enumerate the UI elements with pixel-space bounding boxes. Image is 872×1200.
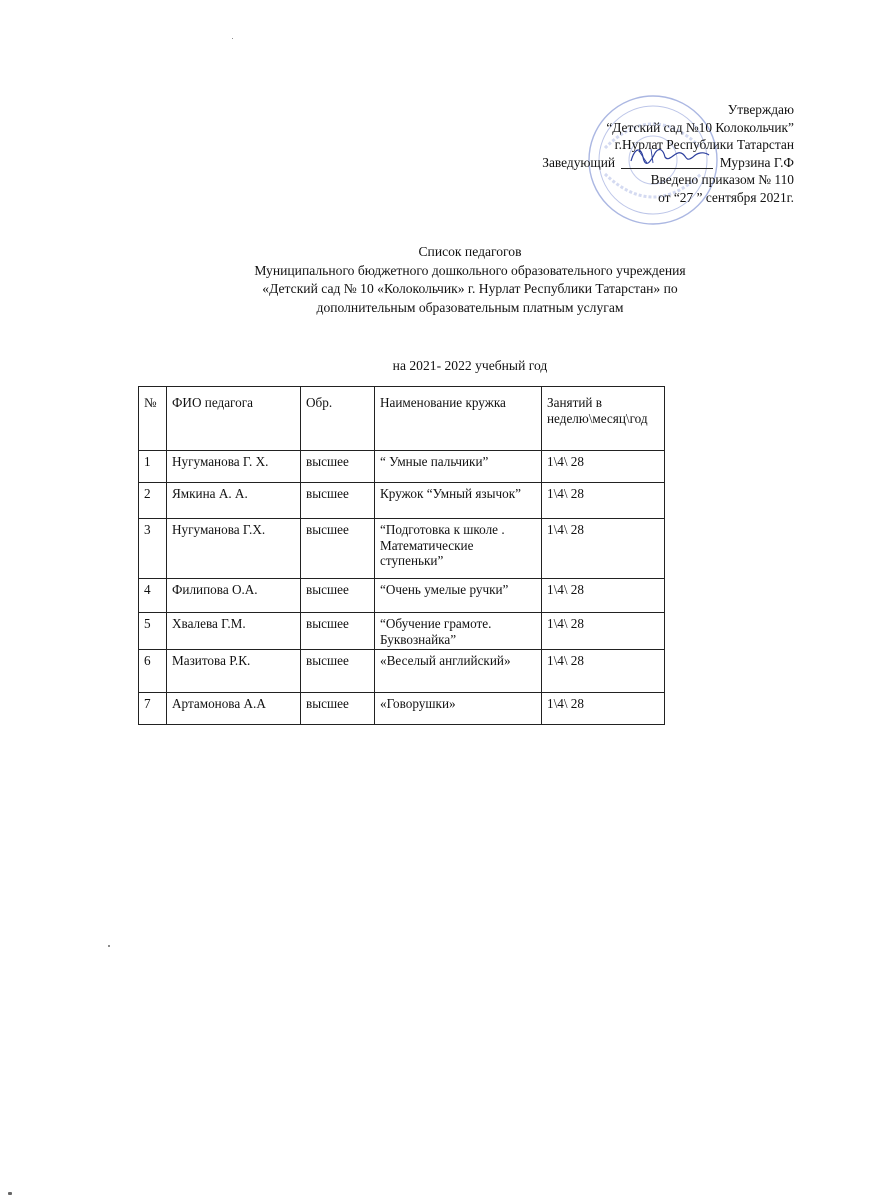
cell-number: 5 [139,613,167,650]
document-title [160,243,780,317]
academic-year: на 2021- 2022 учебный год [392,358,548,373]
cell-teacher-name: Филипова О.А. [167,579,301,613]
table-row [139,650,665,693]
cell-sessions: 1\4\ 28 [542,650,665,693]
table-header-row [139,387,665,451]
cell-teacher-name: Ямкина А. А. [167,483,301,519]
head-name: Мурзина Г.Ф [719,154,794,170]
header-sessions: Занятий в неделю\месяц\год [542,387,665,451]
cell-club-name: Кружок “Умный язычок” [375,483,542,519]
approval-order: Введено приказом № 110 [650,172,794,188]
header-teacher-name: ФИО педагога [167,387,301,451]
cell-sessions: 1\4\ 28 [542,451,665,483]
cell-club-name: «Говорушки» [375,693,542,725]
cell-number: 2 [139,483,167,519]
cell-club-name: “Очень умелые ручки” [375,579,542,613]
head-label: Заведующий [542,154,616,170]
cell-sessions: 1\4\ 28 [542,579,665,613]
cell-number: 7 [139,693,167,725]
signature-scribble [625,143,711,169]
cell-number: 3 [139,519,167,579]
scan-speck [232,38,233,39]
cell-teacher-name: Хвалева Г.М. [167,613,301,650]
cell-teacher-name: Мазитова Р.К. [167,650,301,693]
cell-education: высшее [301,483,375,519]
title-line-3: «Детский сад № 10 «Колокольчик» г. Нурлат Республики Татарстан» по [262,281,678,296]
cell-teacher-name: Нугуманова Г. Х. [167,451,301,483]
approval-city: г.Нурлат Республики Татарстан [614,137,794,153]
cell-sessions: 1\4\ 28 [542,519,665,579]
table-row [139,483,665,519]
approval-date: от “27 ” сентября 2021г. [658,189,794,205]
title-line-2: Муниципального бюджетного дошкольного образовательного учреждения [254,262,686,278]
approval-organization: “Детский сад №10 Колокольчик” [606,119,794,135]
signature [621,154,713,169]
table-row [139,579,665,613]
table-row [139,519,665,579]
table-row [139,693,665,725]
cell-teacher-name: Нугуманова Г.Х. [167,519,301,579]
teachers-table [138,386,665,725]
cell-education: высшее [301,579,375,613]
scan-speck [108,945,110,947]
scan-speck [8,1192,12,1195]
table-row [139,613,665,650]
cell-education: высшее [301,613,375,650]
cell-education: высшее [301,650,375,693]
title-line-4: дополнительным образовательным платным услугам [316,299,624,315]
cell-sessions: 1\4\ 28 [542,693,665,725]
cell-teacher-name: Артамонова А.А [167,693,301,725]
cell-club-name: “ Умные пальчики” [375,451,542,483]
table-row [139,451,665,483]
cell-number: 1 [139,451,167,483]
title-line-1: Список педагогов [418,244,522,259]
header-education: Обр. [301,387,375,451]
cell-education: высшее [301,693,375,725]
cell-club-name: “Подготовка к школе . Математические ступеньки” [375,519,542,579]
cell-education: высшее [301,519,375,579]
cell-number: 6 [139,650,167,693]
cell-sessions: 1\4\ 28 [542,483,665,519]
cell-sessions: 1\4\ 28 [542,613,665,650]
cell-number: 4 [139,579,167,613]
header-club-name: Наименование кружка [375,387,542,451]
approval-head-line [454,154,794,172]
cell-education: высшее [301,451,375,483]
cell-club-name: “Обучение грамоте. Буквознайка” [375,613,542,650]
header-number: № [139,387,167,451]
approval-block [454,101,794,207]
approval-title: Утверждаю [727,102,794,117]
cell-club-name: «Веселый английский» [375,650,542,693]
